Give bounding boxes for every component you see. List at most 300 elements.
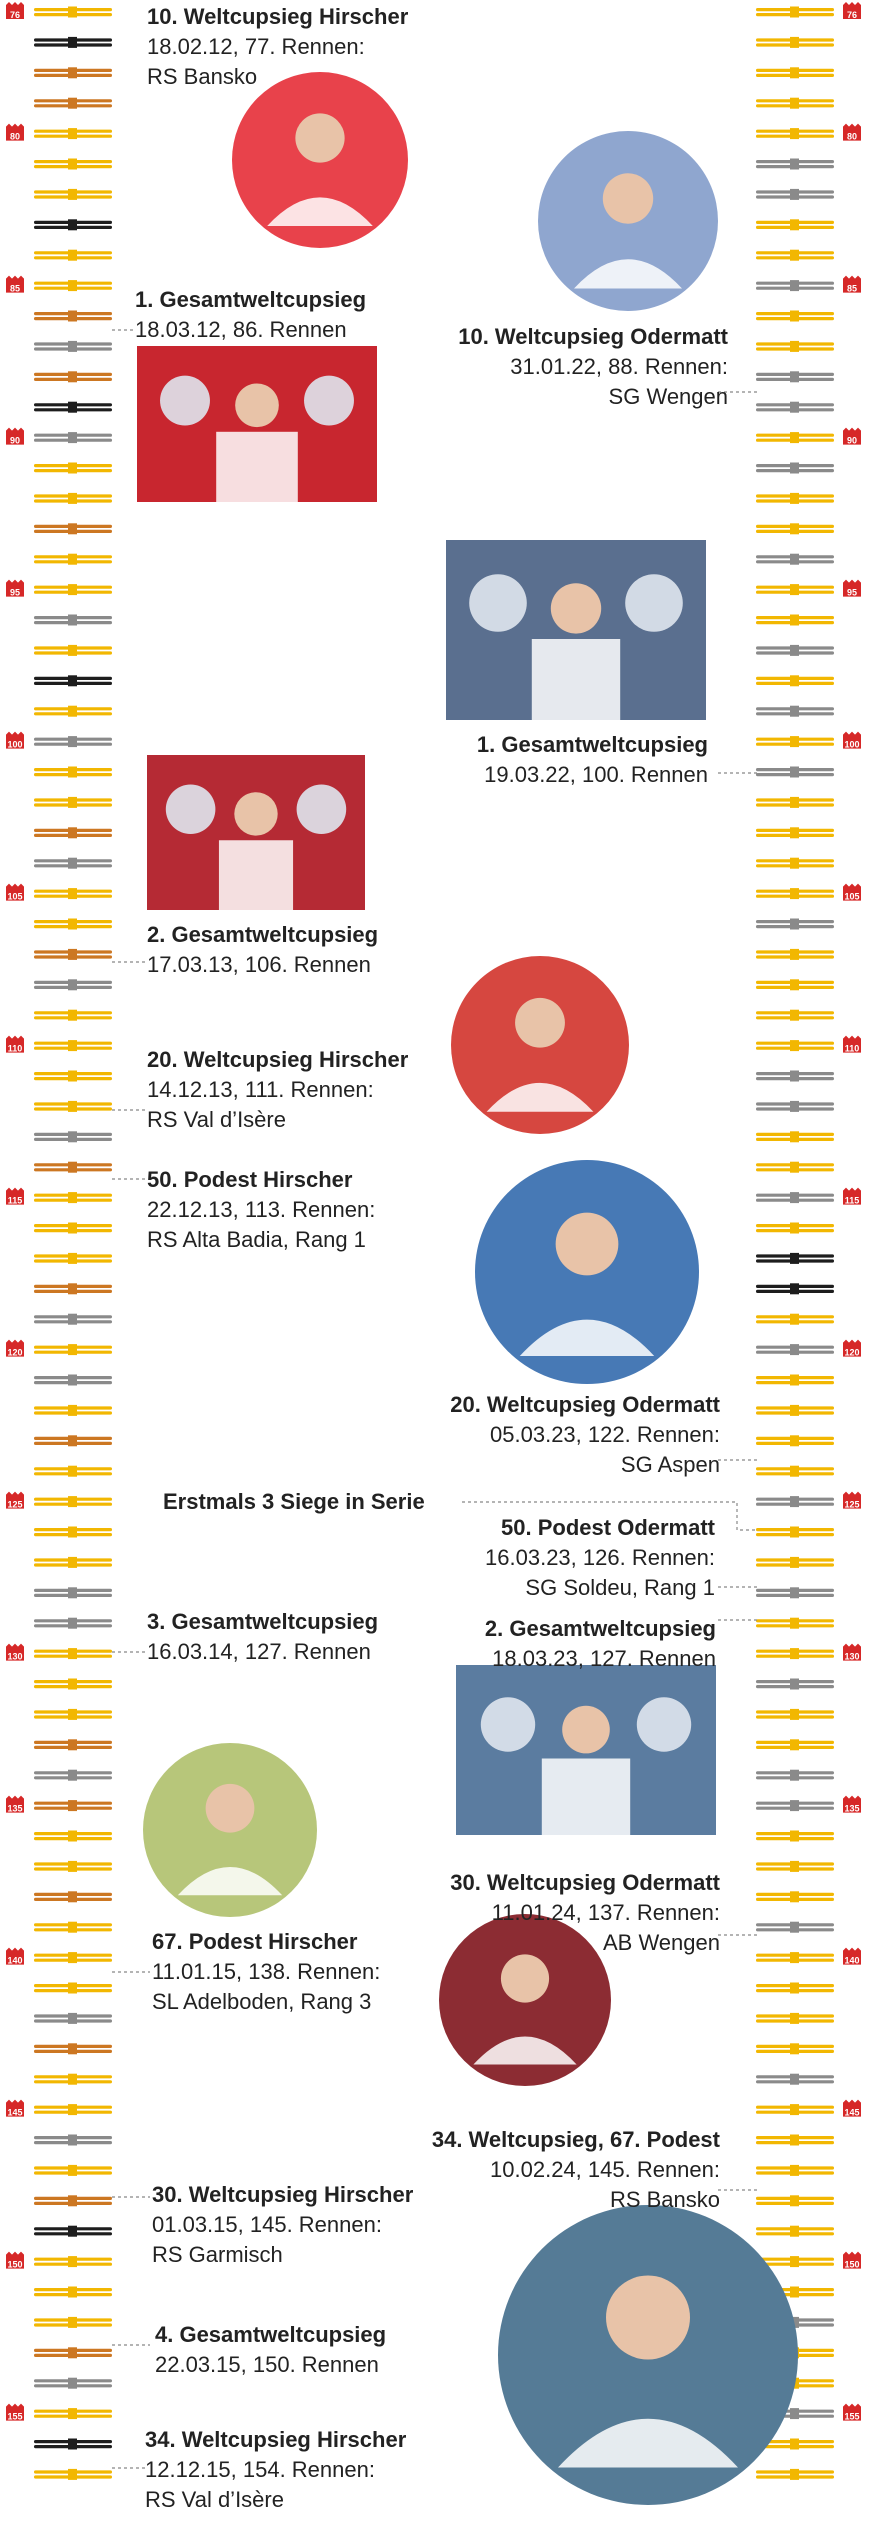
ski-binding <box>790 1983 799 1994</box>
badge-number: 110 <box>7 1043 23 1054</box>
event-date-race: 18.03.12, 86. Rennen <box>135 317 347 342</box>
ski-binding <box>68 128 77 139</box>
ski-binding <box>68 2195 77 2206</box>
odermatt-ski-pair <box>756 341 834 352</box>
badge-number: 155 <box>7 2411 23 2422</box>
hirscher-ski-pair <box>34 280 112 291</box>
ski-binding <box>68 2104 77 2115</box>
odermatt-ski-pair <box>756 706 834 717</box>
hirscher-ski-pair <box>34 1283 112 1294</box>
badge-number: 95 <box>846 587 858 598</box>
hirscher-ski-pair <box>34 1040 112 1051</box>
hirscher-ski-pair <box>34 1739 112 1750</box>
ski-binding <box>68 2378 77 2389</box>
ski-binding <box>68 919 77 930</box>
ski-binding <box>68 2439 77 2450</box>
odermatt-ski-pair <box>756 645 834 656</box>
odermatt-ski-pair <box>756 797 834 808</box>
odermatt-ski-pair <box>756 219 834 230</box>
badge-number: 105 <box>7 891 23 902</box>
badge-number: 105 <box>844 891 860 902</box>
ski-binding <box>68 98 77 109</box>
hirscher-ski-pair <box>34 797 112 808</box>
hirscher-ski-pair <box>34 645 112 656</box>
hirscher-ski-pair <box>34 584 112 595</box>
odermatt-ski-pair <box>756 2074 834 2085</box>
ski-binding <box>790 219 799 230</box>
event-location: SL Adelboden, Rang 3 <box>152 1989 372 2014</box>
ski-binding <box>68 554 77 565</box>
ski-binding <box>68 1162 77 1173</box>
badge-number: 110 <box>844 1043 860 1054</box>
event-location: RS Val d’Isère <box>145 2487 284 2512</box>
hirscher-ski-pair <box>34 7 112 18</box>
odermatt-ski-pair <box>756 280 834 291</box>
event-hirscher-67-podium <box>152 1927 380 2017</box>
hirscher-ski-pair <box>34 219 112 230</box>
hirscher-ski-pair <box>34 919 112 930</box>
event-title: 34. Weltcupsieg, 67. Podest <box>431 2127 720 2152</box>
badge-number: 115 <box>844 1195 860 1206</box>
badge-number: 100 <box>844 739 860 750</box>
ski-binding <box>790 2074 799 2085</box>
event-odermatt-2-overall <box>485 1614 716 1674</box>
ski-binding <box>68 1709 77 1720</box>
ski-binding <box>790 371 799 382</box>
hirscher-ski-pair <box>34 1709 112 1720</box>
ski-binding <box>68 311 77 322</box>
ski-binding <box>68 1466 77 1477</box>
ski-binding <box>68 1679 77 1690</box>
hirscher-ski-pair <box>34 1010 112 1021</box>
odermatt-ski-pair <box>756 1010 834 1021</box>
odermatt-ski-pair <box>756 1314 834 1325</box>
ski-binding <box>68 463 77 474</box>
odermatt-ski-pair <box>756 371 834 382</box>
event-date-race: 16.03.14, 127. Rennen <box>147 1639 371 1664</box>
event-date-race: 16.03.23, 126. Rennen: <box>485 1545 715 1570</box>
ski-binding <box>790 1527 799 1538</box>
ski-binding <box>790 858 799 869</box>
hirscher-ski-pair <box>34 2013 112 2024</box>
ski-binding <box>790 523 799 534</box>
hirscher-ski-pair <box>34 1314 112 1325</box>
hirscher-ski-pair <box>34 1344 112 1355</box>
badge-number: 150 <box>844 2259 860 2270</box>
event-odermatt-10-win <box>458 322 728 412</box>
event-title: 2. Gesamtweltcupsieg <box>484 1616 716 1641</box>
person-body <box>219 840 293 910</box>
race-number-badge <box>6 2252 24 2270</box>
hirscher-ski-pair <box>34 706 112 717</box>
hirscher-ski-pair <box>34 1527 112 1538</box>
hirscher-ski-pair <box>34 2195 112 2206</box>
hirscher-ski-pair <box>34 2347 112 2358</box>
ski-binding <box>790 493 799 504</box>
ski-binding <box>790 1071 799 1082</box>
odermatt-ski-pair <box>756 128 834 139</box>
race-number-badge <box>843 2100 861 2118</box>
badge-number: 145 <box>844 2107 860 2118</box>
badge-number: 90 <box>846 435 858 446</box>
hirscher-ski-pair <box>34 1983 112 1994</box>
hirscher-ski-pair <box>34 463 112 474</box>
ski-binding <box>790 1253 799 1264</box>
hirscher-ski-pair <box>34 2074 112 2085</box>
hirscher-race-column <box>34 7 112 2480</box>
ski-binding <box>68 1101 77 1112</box>
odermatt-ski-pair <box>756 888 834 899</box>
event-date-race: 19.03.22, 100. Rennen <box>484 762 708 787</box>
ski-binding <box>68 2226 77 2237</box>
hirscher-ski-pair <box>34 1375 112 1386</box>
hirscher-ski-pair <box>34 523 112 534</box>
hirscher-ski-pair <box>34 2104 112 2115</box>
hirscher-ski-pair <box>34 1131 112 1142</box>
race-number-badge <box>6 1188 24 1206</box>
hirscher-ski-pair <box>34 1071 112 1082</box>
event-title: 30. Weltcupsieg Odermatt <box>450 1870 720 1895</box>
ski-binding <box>790 1679 799 1690</box>
ski-binding <box>790 1648 799 1659</box>
hirscher-ski-pair <box>34 189 112 200</box>
odermatt-ski-pair <box>756 1739 834 1750</box>
ski-binding <box>790 1466 799 1477</box>
ski-binding <box>68 2135 77 2146</box>
badge-number: 150 <box>7 2259 23 2270</box>
odermatt-ski-pair <box>756 1435 834 1446</box>
odermatt-ski-pair <box>756 189 834 200</box>
ski-binding <box>790 2165 799 2176</box>
race-number-badge <box>6 1492 24 1510</box>
hirscher-ski-pair <box>34 493 112 504</box>
hirscher-ski-pair <box>34 858 112 869</box>
odermatt-ski-pair <box>756 1952 834 1963</box>
badge-number: 135 <box>844 1803 860 1814</box>
event-location: RS Garmisch <box>152 2242 283 2267</box>
race-number-badge <box>6 124 24 142</box>
odermatt-ski-pair <box>756 1983 834 1994</box>
ski-binding <box>68 2469 77 2480</box>
odermatt-ski-pair <box>756 584 834 595</box>
odermatt-ski-pair <box>756 2165 834 2176</box>
ski-binding <box>68 219 77 230</box>
hirscher-ski-pair <box>34 159 112 170</box>
race-number-badge <box>6 732 24 750</box>
ski-binding <box>790 1010 799 1021</box>
ski-binding <box>68 1344 77 1355</box>
hirscher-ski-pair <box>34 888 112 899</box>
odermatt-ski-pair <box>756 2043 834 2054</box>
event-location: SG Wengen <box>608 384 728 409</box>
ski-binding <box>68 736 77 747</box>
hirscher-ski-pair <box>34 1162 112 1173</box>
odermatt-ski-pair <box>756 1800 834 1811</box>
ski-binding <box>68 2256 77 2267</box>
race-number-badge <box>843 2252 861 2270</box>
odermatt-ski-pair <box>756 67 834 78</box>
ski-binding <box>68 2013 77 2024</box>
ski-binding <box>790 1952 799 1963</box>
person-head <box>234 792 277 835</box>
hirscher-ski-pair <box>34 1466 112 1477</box>
event-location: RS Val d’Isère <box>147 1107 286 1132</box>
event-date-race: 18.02.12, 77. Rennen: <box>147 34 365 59</box>
ski-binding <box>790 554 799 565</box>
odermatt-ski-pair <box>756 2135 834 2146</box>
hirscher-ski-pair <box>34 1192 112 1203</box>
odermatt-ski-pair <box>756 1071 834 1082</box>
ski-binding <box>68 1375 77 1386</box>
hirscher-ski-pair <box>34 1618 112 1629</box>
ski-binding <box>68 1952 77 1963</box>
race-number-markers <box>6 2 861 2422</box>
badge-number: 76 <box>9 10 21 20</box>
hirscher-ski-pair <box>34 432 112 443</box>
event-date-race: 14.12.13, 111. Rennen: <box>147 1077 374 1102</box>
ski-binding <box>68 1770 77 1781</box>
event-odermatt-34-win-67-podium <box>432 2125 720 2215</box>
hirscher-ski-pair <box>34 128 112 139</box>
ski-binding <box>790 797 799 808</box>
hirscher-ski-pair <box>34 67 112 78</box>
race-number-badge <box>843 884 861 902</box>
odermatt-ski-pair <box>756 1192 834 1203</box>
hirscher-ski-pair <box>34 2378 112 2389</box>
event-date-race: 01.03.15, 145. Rennen: <box>152 2212 382 2237</box>
ski-binding <box>68 1253 77 1264</box>
odermatt-ski-pair <box>756 523 834 534</box>
person-head <box>515 998 565 1048</box>
hirscher-ski-pair <box>34 827 112 838</box>
ski-binding <box>68 159 77 170</box>
ski-binding <box>790 1922 799 1933</box>
event-title: 50. Podest Hirscher <box>147 1167 353 1192</box>
ski-binding <box>790 280 799 291</box>
ski-binding <box>790 2256 799 2267</box>
hirscher-ski-pair <box>34 2469 112 2480</box>
hirscher-ski-pair <box>34 311 112 322</box>
crystal-globe <box>160 376 210 426</box>
odermatt-ski-pair <box>756 1405 834 1416</box>
hirscher-ski-pair <box>34 2135 112 2146</box>
ski-binding <box>68 493 77 504</box>
event-hirscher-30-win <box>152 2180 413 2270</box>
hirscher-ski-pair <box>34 767 112 778</box>
ski-binding <box>68 67 77 78</box>
ski-binding <box>68 645 77 656</box>
streak-label: Erstmals 3 Siege in Serie <box>163 1489 425 1514</box>
person-body <box>542 1759 630 1836</box>
ski-binding <box>68 1891 77 1902</box>
ski-binding <box>68 675 77 686</box>
event-title: 20. Weltcupsieg Hirscher <box>147 1047 409 1072</box>
hirscher-ski-pair <box>34 615 112 626</box>
event-title: 67. Podest Hirscher <box>152 1929 358 1954</box>
event-location: RS Alta Badia, Rang 1 <box>147 1227 366 1252</box>
odermatt-ski-pair <box>756 402 834 413</box>
ski-binding <box>68 1587 77 1598</box>
event-date-race: 05.03.23, 122. Rennen: <box>490 1422 720 1447</box>
odermatt-ski-pair <box>756 1040 834 1051</box>
ski-binding <box>790 827 799 838</box>
event-date-race: 17.03.13, 106. Rennen <box>147 952 371 977</box>
odermatt-ski-pair <box>756 7 834 18</box>
event-hirscher-4-overall <box>155 2320 386 2380</box>
event-title: 3. Gesamtweltcupsieg <box>147 1609 379 1634</box>
ski-binding <box>790 1891 799 1902</box>
hirscher-ski-pair <box>34 341 112 352</box>
ski-binding <box>790 767 799 778</box>
person-head <box>603 173 653 223</box>
race-number-badge <box>843 2 861 20</box>
person-body <box>216 432 298 502</box>
ski-binding <box>790 2439 799 2450</box>
event-location: SG Aspen <box>620 1452 720 1477</box>
odermatt-ski-pair <box>756 2226 834 2237</box>
badge-number: 145 <box>7 2107 23 2118</box>
person-head <box>235 383 279 427</box>
hirscher-ski-pair <box>34 2287 112 2298</box>
hirscher-ski-pair <box>34 1496 112 1507</box>
ski-binding <box>68 1040 77 1051</box>
ski-binding <box>790 2195 799 2206</box>
ski-binding <box>68 1435 77 1446</box>
odermatt-ski-pair <box>756 1283 834 1294</box>
hirscher-ski-pair <box>34 1101 112 1112</box>
race-number-badge <box>843 1796 861 1814</box>
ski-binding <box>790 1223 799 1234</box>
event-hirscher-1-overall <box>135 285 366 345</box>
ski-binding <box>790 1618 799 1629</box>
odermatt-ski-pair <box>756 919 834 930</box>
event-odermatt-50-podium <box>485 1513 715 1603</box>
ski-binding <box>790 675 799 686</box>
ski-binding <box>68 1314 77 1325</box>
ski-binding <box>68 189 77 200</box>
person-head <box>606 2276 690 2360</box>
event-hirscher-3-overall <box>147 1607 378 1667</box>
hirscher-ski-pair <box>34 2317 112 2328</box>
odermatt-champagne-photo <box>498 2205 798 2505</box>
odermatt-ski-pair <box>756 767 834 778</box>
ski-binding <box>790 1800 799 1811</box>
hirscher-ski-pair <box>34 2043 112 2054</box>
ski-binding <box>790 1101 799 1112</box>
odermatt-ski-pair <box>756 311 834 322</box>
odermatt-ski-pair <box>756 675 834 686</box>
badge-number: 85 <box>846 283 858 294</box>
race-number-badge <box>6 276 24 294</box>
race-number-badge <box>843 276 861 294</box>
ski-binding <box>790 2408 799 2419</box>
event-date-race: 22.12.13, 113. Rennen: <box>147 1197 376 1222</box>
event-odermatt-20-win <box>450 1390 720 1480</box>
event-odermatt-1-overall <box>477 730 708 790</box>
odermatt-ski-pair <box>756 1709 834 1720</box>
odermatt-ski-pair <box>756 2469 834 2480</box>
badge-number: 155 <box>844 2411 860 2422</box>
ski-binding <box>790 2013 799 2024</box>
ski-binding <box>68 341 77 352</box>
ski-binding <box>68 584 77 595</box>
event-date-race: 31.01.22, 88. Rennen: <box>510 354 728 379</box>
event-date-race: 11.01.15, 138. Rennen: <box>152 1959 381 1984</box>
person-head <box>556 1213 619 1276</box>
race-number-badge <box>6 1036 24 1054</box>
ski-binding <box>790 584 799 595</box>
hirscher-ski-pair <box>34 1405 112 1416</box>
odermatt-ski-pair <box>756 1496 834 1507</box>
hirscher-portrait-photo <box>232 72 408 248</box>
ski-binding <box>790 919 799 930</box>
ski-binding <box>790 888 799 899</box>
crystal-globe <box>297 784 347 834</box>
event-date-race: 18.03.23, 127. Rennen <box>492 1646 716 1671</box>
hirscher-ski-pair <box>34 1557 112 1568</box>
ski-binding <box>790 37 799 48</box>
crystal-globe <box>166 784 216 834</box>
ski-binding <box>68 858 77 869</box>
crystal-globe <box>481 1697 535 1751</box>
hirscher-ski-pair <box>34 2408 112 2419</box>
badge-number: 90 <box>9 435 21 446</box>
hirscher-ski-pair <box>34 250 112 261</box>
person-head <box>551 583 601 633</box>
ski-binding <box>68 615 77 626</box>
event-hirscher-34-win <box>145 2425 406 2515</box>
event-hirscher-50-podium <box>147 1165 375 1255</box>
event-hirscher-20-win <box>147 1045 408 1135</box>
odermatt-ski-pair <box>756 827 834 838</box>
odermatt-ski-pair <box>756 1375 834 1386</box>
hirscher-ski-pair <box>34 1253 112 1264</box>
event-title: 10. Weltcupsieg Hirscher <box>147 4 409 29</box>
ski-binding <box>790 432 799 443</box>
odermatt-ski-pair <box>756 1557 834 1568</box>
person-head <box>206 1784 255 1833</box>
hirscher-ski-pair <box>34 675 112 686</box>
badge-number: 80 <box>9 131 21 142</box>
hirscher-ski-pair <box>34 402 112 413</box>
event-date-race: 22.03.15, 150. Rennen <box>155 2352 379 2377</box>
ski-binding <box>790 311 799 322</box>
ski-binding <box>790 2226 799 2237</box>
ski-binding <box>68 1405 77 1416</box>
ski-binding <box>790 1131 799 1142</box>
ski-binding <box>68 1861 77 1872</box>
hirscher-ski-pair <box>34 2439 112 2450</box>
ski-binding <box>790 2287 799 2298</box>
event-title: 10. Weltcupsieg Odermatt <box>458 324 728 349</box>
odermatt-ski-pair <box>756 554 834 565</box>
badge-number: 140 <box>7 1955 23 1966</box>
ski-binding <box>68 1010 77 1021</box>
odermatt-ski-pair <box>756 1679 834 1690</box>
hirscher-ski-pair <box>34 1891 112 1902</box>
ski-binding <box>790 1739 799 1750</box>
ski-binding <box>68 2347 77 2358</box>
ski-binding <box>790 98 799 109</box>
badge-number: 85 <box>9 283 21 294</box>
event-hirscher-10-win <box>147 2 408 92</box>
odermatt-portrait-photo <box>538 131 718 311</box>
odermatt-ski-pair <box>756 463 834 474</box>
event-title: 30. Weltcupsieg Hirscher <box>152 2182 414 2207</box>
hirscher-ski-pair <box>34 1587 112 1598</box>
race-number-badge <box>843 1188 861 1206</box>
ski-binding <box>68 1618 77 1629</box>
